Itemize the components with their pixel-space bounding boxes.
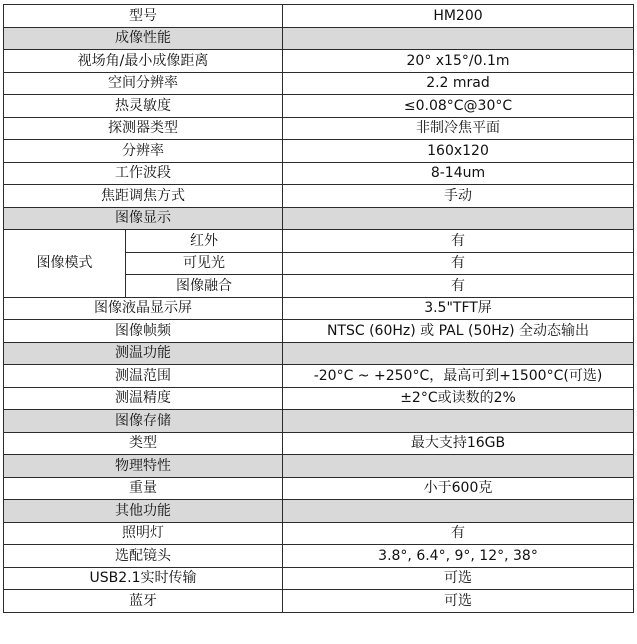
- table-row: [4, 297, 634, 320]
- section-row-physical: [4, 455, 634, 478]
- spec-value: 20° x15°/0.1m: [283, 50, 634, 73]
- spec-value: 小于600克: [283, 477, 634, 500]
- mode-label: 可见光: [126, 252, 283, 275]
- mode-label: 图像融合: [126, 275, 283, 298]
- table-row: [4, 95, 634, 118]
- table-row: [4, 590, 634, 613]
- spec-value: 有: [283, 275, 634, 298]
- spec-label: 测温范围: [4, 365, 283, 388]
- section-row-other: [4, 500, 634, 523]
- spec-value: 8-14um: [283, 162, 634, 185]
- mode-group-label: 图像模式: [4, 230, 126, 298]
- section-row-storage: [4, 410, 634, 433]
- spec-label: 分辨率: [4, 140, 283, 163]
- spec-label: 探测器类型: [4, 117, 283, 140]
- section-title: 其他功能: [4, 500, 283, 523]
- section-blank: [283, 342, 634, 365]
- spec-label: 工作波段: [4, 162, 283, 185]
- spec-table: [3, 4, 634, 613]
- section-row-display: [4, 207, 634, 230]
- table-row: [4, 117, 634, 140]
- spec-value: ≤0.08°C@30°C: [283, 95, 634, 118]
- section-blank: [283, 500, 634, 523]
- spec-label: 类型: [4, 432, 283, 455]
- section-title: 成像性能: [4, 27, 283, 50]
- spec-label: 焦距调焦方式: [4, 185, 283, 208]
- table-row: [4, 320, 634, 343]
- table-row: [4, 387, 634, 410]
- spec-label: 蓝牙: [4, 590, 283, 613]
- spec-value: 有: [283, 252, 634, 275]
- section-title: 测温功能: [4, 342, 283, 365]
- table-row: [4, 72, 634, 95]
- spec-value: 有: [283, 230, 634, 253]
- spec-label: 重量: [4, 477, 283, 500]
- section-title: 物理特性: [4, 455, 283, 478]
- table-row: [4, 545, 634, 568]
- table-row: [4, 567, 634, 590]
- section-blank: [283, 27, 634, 50]
- section-row-temperature: [4, 342, 634, 365]
- spec-value: NTSC (60Hz) 或 PAL (50Hz) 全动态输出: [283, 320, 634, 343]
- table-row: [4, 365, 634, 388]
- section-title: 图像显示: [4, 207, 283, 230]
- spec-label: 测温精度: [4, 387, 283, 410]
- table-row-model: [4, 5, 634, 28]
- spec-value: 可选: [283, 567, 634, 590]
- section-row-imaging: [4, 27, 634, 50]
- spec-value: 非制冷焦平面: [283, 117, 634, 140]
- table-row: [4, 162, 634, 185]
- spec-value: 可选: [283, 590, 634, 613]
- table-row: [4, 50, 634, 73]
- table-row: [4, 140, 634, 163]
- spec-table-container: [3, 4, 634, 613]
- table-row: [4, 432, 634, 455]
- section-blank: [283, 410, 634, 433]
- spec-value: 最大支持16GB: [283, 432, 634, 455]
- spec-label: 热灵敏度: [4, 95, 283, 118]
- spec-label: 视场角/最小成像距离: [4, 50, 283, 73]
- spec-value: 2.2 mrad: [283, 72, 634, 95]
- mode-label: 红外: [126, 230, 283, 253]
- spec-label: USB2.1实时传输: [4, 567, 283, 590]
- spec-label: 型号: [4, 5, 283, 28]
- spec-label: 选配镜头: [4, 545, 283, 568]
- section-blank: [283, 455, 634, 478]
- table-row: [4, 185, 634, 208]
- spec-value: 3.8°, 6.4°, 9°, 12°, 38°: [283, 545, 634, 568]
- spec-label: 图像帧频: [4, 320, 283, 343]
- spec-value: 手动: [283, 185, 634, 208]
- table-row: [4, 477, 634, 500]
- section-blank: [283, 207, 634, 230]
- table-row: [4, 522, 634, 545]
- spec-value: 3.5"TFT屏: [283, 297, 634, 320]
- spec-value: 有: [283, 522, 634, 545]
- spec-value: ±2°C或读数的2%: [283, 387, 634, 410]
- spec-label: 照明灯: [4, 522, 283, 545]
- spec-label: 空间分辨率: [4, 72, 283, 95]
- table-row: [4, 230, 634, 253]
- spec-value: -20°C ~ +250°C，最高可到+1500°C(可选): [283, 365, 634, 388]
- spec-value: 160x120: [283, 140, 634, 163]
- section-title: 图像存储: [4, 410, 283, 433]
- spec-label: 图像液晶显示屏: [4, 297, 283, 320]
- spec-value: HM200: [283, 5, 634, 28]
